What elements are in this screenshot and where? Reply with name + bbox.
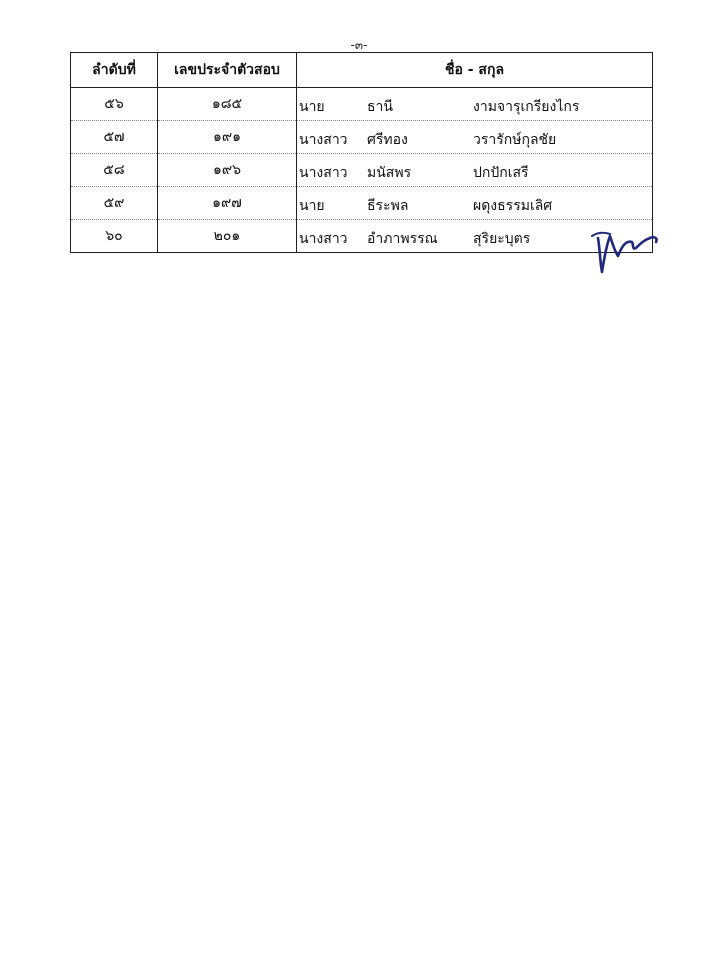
header-exam-id: เลขประจำตัวสอบ: [158, 53, 297, 88]
name-title: นางสาว: [299, 231, 348, 247]
table-row: [71, 220, 653, 253]
table-row: [71, 187, 653, 220]
order-cell: ๕๘: [71, 154, 158, 187]
order-cell: ๕๖: [71, 88, 158, 121]
header-order: ลำดับที่: [71, 53, 158, 88]
first-name: มนัสพร: [367, 165, 412, 181]
exam-id-cell: ๑๙๗: [158, 187, 297, 220]
first-name: ธีระพล: [367, 198, 409, 214]
last-name: สุริยะบุตร: [473, 231, 531, 247]
exam-id-cell: ๒๐๑: [158, 220, 297, 253]
signature-image: [588, 216, 660, 276]
order-cell: ๕๗: [71, 121, 158, 154]
first-name: ศรีทอง: [367, 132, 408, 148]
exam-id-cell: ๑๙๑: [158, 121, 297, 154]
name-title: นางสาว: [299, 165, 348, 181]
name-cell: [297, 88, 653, 121]
first-name: อำภาพรรณ: [367, 231, 438, 247]
last-name: วรารักษ์กุลชัย: [473, 132, 557, 148]
name-title: นาย: [299, 99, 325, 115]
name-cell: [297, 187, 653, 220]
last-name: งามจารุเกรียงไกร: [473, 99, 580, 115]
last-name: ปกปักเสรี: [473, 165, 529, 181]
name-title: นาย: [299, 198, 325, 214]
page-number: -๓-: [350, 38, 368, 52]
table-row: [71, 121, 653, 154]
candidate-table: [70, 52, 653, 253]
name-cell: [297, 121, 653, 154]
first-name: ธานี: [367, 99, 393, 115]
exam-id-cell: ๑๘๕: [158, 88, 297, 121]
table-header-row: [71, 53, 653, 88]
last-name: ผดุงธรรมเลิศ: [473, 198, 553, 214]
name-title: นางสาว: [299, 132, 348, 148]
name-cell: [297, 154, 653, 187]
header-name: ชื่อ - สกุล: [297, 53, 653, 88]
table-row: [71, 154, 653, 187]
exam-id-cell: ๑๙๖: [158, 154, 297, 187]
table-row: [71, 88, 653, 121]
order-cell: ๖๐: [71, 220, 158, 253]
order-cell: ๕๙: [71, 187, 158, 220]
